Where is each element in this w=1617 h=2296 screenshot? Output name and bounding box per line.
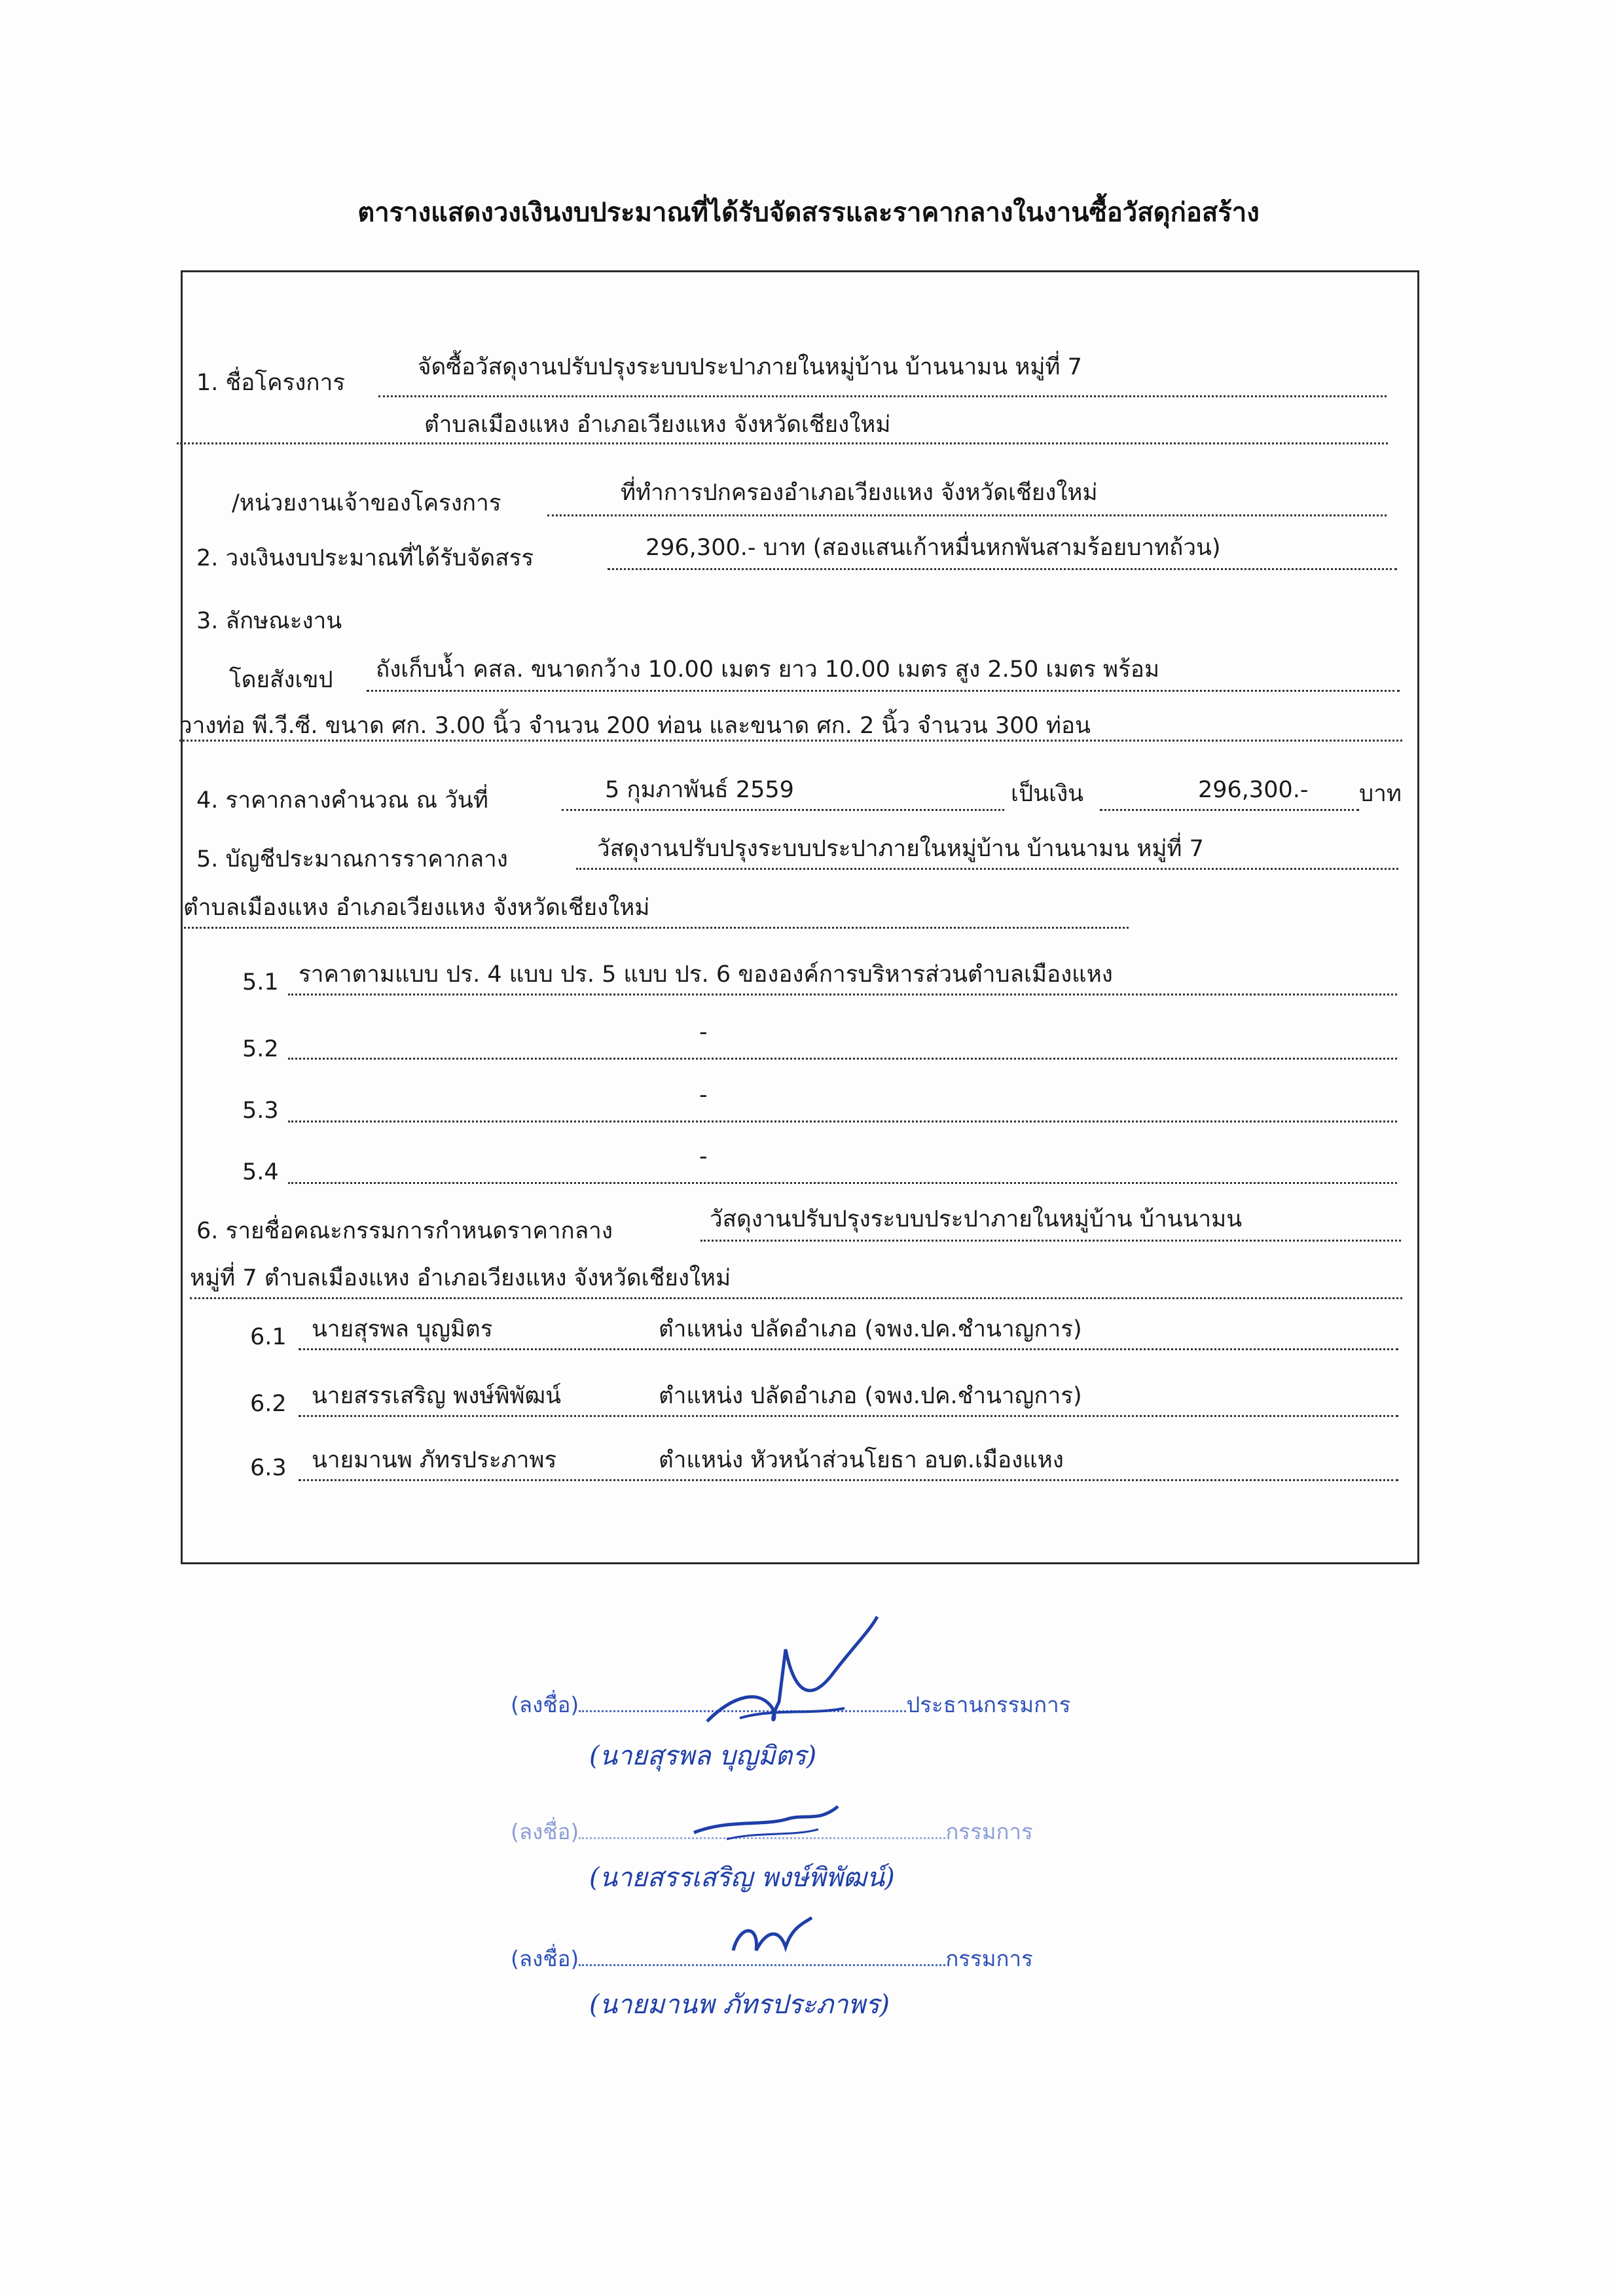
estimate-list-value: วัสดุงานปรับปรุงระบบประปาภายในหมู่บ้าน บ้านนามน หมู่ที่ 7 (597, 836, 1204, 862)
signature-role-member-3: กรรมการ (945, 1946, 1033, 1971)
currency-unit: บาท (1359, 781, 1402, 807)
committee-label: 6. รายชื่อคณะกรรมการกำหนดราคากลาง (196, 1218, 613, 1244)
median-price-amount: 296,300.- (1198, 777, 1309, 803)
dotted-line (288, 1121, 1397, 1122)
member-6-1-number: 6.1 (250, 1324, 287, 1350)
median-price-label: 4. ราคากลางคำนวณ ณ วันที่ (196, 787, 488, 814)
dotted-line (700, 1240, 1401, 1242)
project-owner-label: /หน่วยงานเจ้าของโครงการ (232, 490, 501, 516)
estimate-5-4-value: - (699, 1143, 708, 1170)
dotted-line (378, 395, 1387, 397)
project-location-value: ตำบลเมืองแหง อำเภอเวียงแหง จังหวัดเชียงใหม่ (424, 412, 891, 438)
signature-name-chair: (นายสุรพล บุญมิตร) (589, 1741, 817, 1771)
project-owner-value: ที่ทำการปกครองอำเภอเวียงแหง จังหวัดเชียงใหม่ (621, 480, 1098, 506)
amount-label: เป็นเงิน (1011, 781, 1084, 807)
signature-name-member-2: (นายสรรเสริญ พงษ์พิพัฒน์) (589, 1863, 895, 1893)
dotted-line (299, 1479, 1398, 1481)
member-6-2-number: 6.2 (250, 1391, 287, 1417)
dotted-line (547, 514, 1387, 516)
dotted-line (288, 1058, 1397, 1060)
project-name-label: 1. ชื่อโครงการ (196, 370, 346, 396)
estimate-5-3-value: - (699, 1082, 708, 1108)
project-name-value: จัดซื้อวัสดุงานปรับปรุงระบบประปาภายในหมู่บ้าน บ้านนามน หมู่ที่ 7 (418, 354, 1082, 380)
estimate-5-3-number: 5.3 (242, 1098, 279, 1124)
committee-value: วัสดุงานปรับปรุงระบบประปาภายในหมู่บ้าน บ้านนามน (710, 1206, 1243, 1232)
dotted-line (608, 568, 1397, 570)
member-6-3-name: นายมานพ ภัทรประภาพร (312, 1447, 557, 1473)
dotted-line (288, 1182, 1397, 1184)
member-6-2-position: ตำแหน่ง ปลัดอำเภอ (จพง.ปค.ชำนาญการ) (659, 1383, 1082, 1409)
signature-prefix: (ลงชื่อ) (511, 1819, 579, 1844)
page-title: ตารางแสดงวงเงินงบประมาณที่ได้รับจัดสรรและราคากลางในงานซื้อวัสดุก่อสร้าง (357, 198, 1260, 228)
dotted-line (579, 1964, 945, 1966)
dotted-line (190, 1297, 1402, 1299)
dotted-line (177, 442, 1388, 444)
estimate-list-value-2: ตำบลเมืองแหง อำเภอเวียงแหง จังหวัดเชียงใหม่ (183, 895, 650, 921)
member-6-3-number: 6.3 (250, 1455, 287, 1481)
handwritten-signature-1 (681, 1610, 903, 1741)
estimate-5-1-number: 5.1 (242, 969, 279, 996)
dotted-line (288, 994, 1397, 996)
signature-role-member-2: กรรมการ (945, 1819, 1033, 1844)
handwritten-signature-2 (687, 1793, 858, 1852)
estimate-list-label: 5. บัญชีประมาณการราคากลาง (196, 846, 508, 872)
dotted-line (562, 809, 1004, 811)
dotted-line (576, 868, 1398, 870)
work-summary-value: ถังเก็บน้ำ คสล. ขนาดกว้าง 10.00 เมตร ยาว 10.00 เมตร สูง 2.50 เมตร พร้อม (376, 656, 1160, 683)
dotted-line (367, 690, 1400, 692)
signature-prefix: (ลงชื่อ) (511, 1946, 579, 1971)
estimate-5-2-value: - (699, 1019, 708, 1045)
dotted-line (299, 1348, 1398, 1350)
estimate-5-1-value: ราคาตามแบบ ปร. 4 แบบ ปร. 5 แบบ ปร. 6 ขององค์การบริหารส่วนตำบลเมืองแหง (299, 961, 1113, 988)
work-summary-label: โดยสังเขป (229, 667, 333, 693)
committee-value-2: หมู่ที่ 7 ตำบลเมืองแหง อำเภอเวียงแหง จังหวัดเชียงใหม่ (190, 1265, 731, 1291)
dotted-line (299, 1415, 1398, 1417)
work-description-label: 3. ลักษณะงาน (196, 608, 342, 634)
member-6-1-name: นายสุรพล บุญมิตร (312, 1316, 493, 1342)
work-summary-value-2: วางท่อ พี.วี.ซี. ขนาด ศก. 3.00 นิ้ว จำนวน 200 ท่อน และขนาด ศก. 2 นิ้ว จำนวน 300 ท่อน (179, 713, 1091, 739)
budget-label: 2. วงเงินงบประมาณที่ได้รับจัดสรร (196, 545, 534, 571)
member-6-2-name: นายสรรเสริญ พงษ์พิพัฒน์ (312, 1383, 562, 1409)
estimate-5-4-number: 5.4 (242, 1159, 279, 1185)
signature-role-chair: ประธานกรรมการ (906, 1692, 1071, 1717)
member-6-3-position: ตำแหน่ง หัวหน้าส่วนโยธา อบต.เมืองแหง (659, 1447, 1064, 1473)
budget-value: 296,300.- บาท (สองแสนเก้าหมื่นหกพันสามร้อยบาทถ้วน) (645, 535, 1221, 561)
dotted-line (1100, 809, 1359, 811)
estimate-5-2-number: 5.2 (242, 1036, 279, 1062)
signature-name-member-3: (นายมานพ ภัทรประภาพร) (589, 1990, 890, 2020)
member-6-1-position: ตำแหน่ง ปลัดอำเภอ (จพง.ปค.ชำนาญการ) (659, 1316, 1082, 1342)
handwritten-signature-3 (727, 1911, 818, 1964)
median-price-date: 5 กุมภาพันธ์ 2559 (605, 777, 794, 803)
dotted-line (181, 927, 1129, 929)
signature-prefix: (ลงชื่อ) (511, 1692, 579, 1717)
dotted-line (179, 740, 1402, 742)
